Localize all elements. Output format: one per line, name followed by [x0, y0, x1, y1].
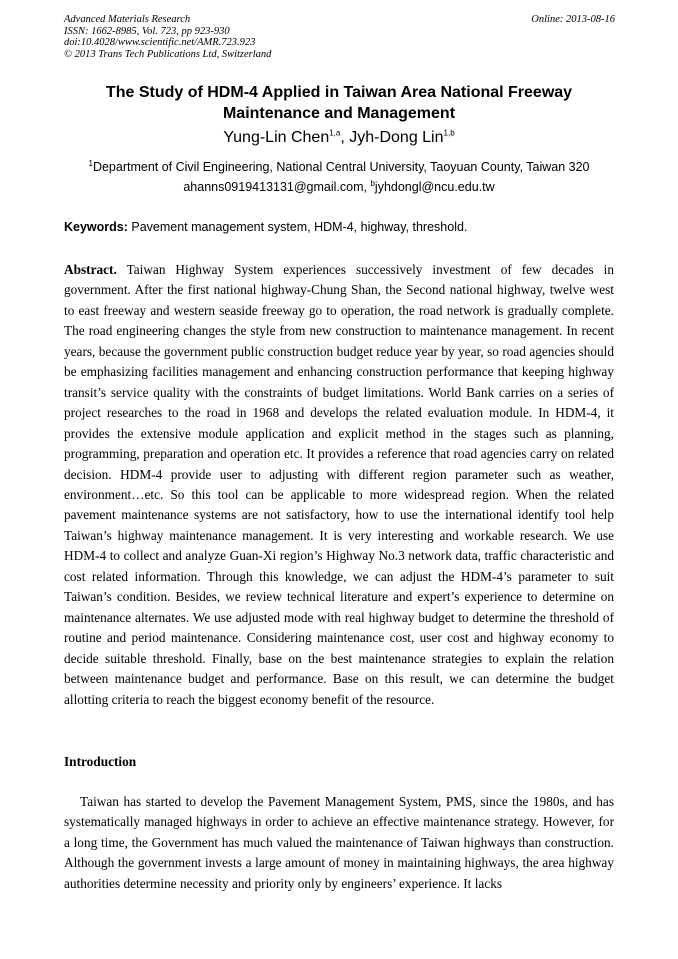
journal-name: Advanced Materials Research	[64, 14, 191, 25]
email-sup: b	[370, 178, 375, 188]
keywords-text: Pavement management system, HDM-4, highway, threshold.	[127, 220, 468, 234]
separator: ,	[340, 129, 350, 146]
issn: ISSN: 1662-8985, Vol. 723, pp 923-930	[64, 25, 230, 37]
section-heading: Introduction	[64, 754, 137, 769]
introduction-text: Taiwan has started to develop the Pavement Management System, PMS, since the 1980s, and has systematically managed highways in order to achieve an effective maintenance strategy. However, for a long time, the Government has much valued the maintenance of Taiwan highways than construction. Although the government invests a large amount of money in maintaining highways, the area highway authorities determine necessity and priority only by engineers’ experience. It lacks	[64, 794, 614, 891]
abstract	[64, 260, 614, 710]
authors	[64, 128, 614, 148]
author-sup: 1,b	[443, 128, 455, 138]
journal-header	[64, 14, 271, 60]
email: ahanns0919413131@gmail.com,	[183, 180, 371, 194]
affiliation	[64, 157, 614, 197]
email: jyhdongl@ncu.edu.tw	[374, 180, 495, 194]
author-sup: 1,a	[329, 128, 341, 138]
keywords-label: Keywords:	[64, 220, 128, 234]
abstract-label: Abstract.	[64, 262, 117, 277]
copyright: © 2013 Trans Tech Publications Ltd, Switzerland	[64, 48, 272, 60]
abstract-text: Taiwan Highway System experiences successively investment of few decades in government. After the first national highway-Chung Shan, the Second national highway, twelve west to east freeway and western seaside freeway go to operation, the road network is gradually complete. The road engineering changes the style from new construction to maintenance management. In recent years, because the government public construction budget reduce year by year, so road agencies should be emphasizing facilities management and enhancing construction performance that keeping highway transit’s service quality with the constraints of budget limitations. World Bank carries on a series of project researches to the road in 1968 and develops the related evaluation module. In HDM-4, it provides the extensive module application and explicit method in the stages such as planning, programming, preparation and operation etc. It provides a reference that road agencies carry on related decision. HDM-4 provide user to adjusting with different region parameter such as weather, environment…etc. So this tool can be applicable to more widespread region. When the related pavement maintenance systems are not satisfactory, how to use the international identify tool help Taiwan’s highway maintenance management. It is very interesting and workable research. We use HDM-4 to collect and analyze Guan-Xi region’s Highway No.3 network data, traffic characteristic and cost related information. Through this knowledge, we can adjust the HDM-4’s parameter to suit Taiwan’s condition. Besides, we review technical literature and expert’s experience to determine on maintenance alternates. We use adjusted mode with real highway budget to determine the threshold of routine and period maintenance. Considering maintenance cost, user cost and highway economy to decide suitable threshold. Finally, base on the best maintenance strategies to explain the relation between maintenance budget and performance. Base on this result, we can determine the budget allotting criteria to reach the biggest economy benefit of the resource.	[64, 262, 614, 707]
doi: doi:10.4028/www.scientific.net/AMR.723.923	[64, 37, 256, 48]
paper-title: The Study of HDM-4 Applied in Taiwan Area National Freeway Maintenance and Management	[105, 84, 573, 122]
author: Yung-Lin Chen	[223, 129, 330, 146]
online-date: Online: 2013-08-16	[531, 14, 615, 25]
affil-text: Department of Civil Engineering, National Central University, Taoyuan County, Taiwan 320	[92, 160, 590, 174]
affil-sup: 1	[88, 158, 93, 168]
keywords	[64, 219, 614, 235]
author: Jyh-Dong Lin	[349, 129, 444, 146]
